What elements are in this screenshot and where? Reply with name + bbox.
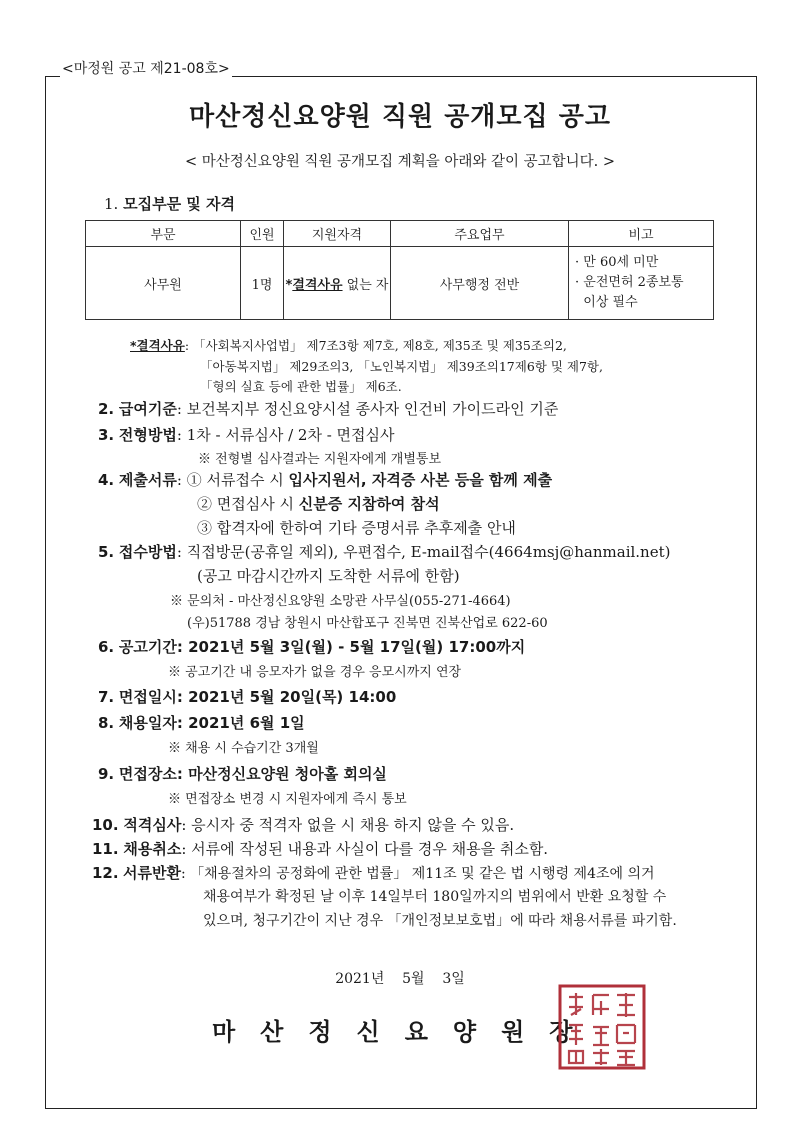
note-line: · 운전면허 2종보통 xyxy=(575,275,684,290)
item-number: 9. xyxy=(98,765,115,783)
section-1-heading xyxy=(104,193,235,214)
item-number: 8. xyxy=(98,714,115,732)
notice-number: <마정원 공고 제21-08호> xyxy=(60,58,232,78)
item-label: 채용취소 xyxy=(123,840,182,858)
item-number: 12. xyxy=(92,864,119,882)
item-text: : 마산정신요양원 청아홀 회의실 xyxy=(176,765,387,783)
item-label: 급여기준 xyxy=(118,400,177,418)
duty-cell: 사무행정 전반 xyxy=(391,247,569,320)
table-header: 주요업무 xyxy=(391,221,569,247)
item-label: 채용일자 xyxy=(118,714,177,732)
documents-line-3: ③ 합격자에 한하여 기타 증명서류 추후제출 안내 xyxy=(197,519,516,537)
item-text: : 2021년 5월 3일(월) - 5월 17일(월) 17:00까지 xyxy=(176,638,526,656)
documents-line-2-prefix: ② 면접심사 시 xyxy=(197,495,299,513)
item-text: : 응시자 중 적격자 없을 시 채용 하지 않을 수 있음. xyxy=(181,816,515,834)
page-title: 마산정신요양원 직원 공개모집 공고 xyxy=(189,102,611,132)
division-cell: 사무원 xyxy=(86,247,241,320)
item-text: : 보건복지부 정신요양시설 종사자 인건비 가이드라인 기준 xyxy=(176,400,559,418)
announcement-date xyxy=(0,968,800,988)
item-text: : 직접방문(공휴일 제외), 우편접수, E-mail접수(4664msj@hanmail.net) xyxy=(176,543,671,561)
item-label: 제출서류 xyxy=(118,471,177,489)
item-text: : 2021년 5월 20일(목) 14:00 xyxy=(176,688,397,706)
item-application xyxy=(98,541,670,562)
contact-note: ※ 문의처 - 마산정신요양원 소망관 사무실(055-271-4664) xyxy=(170,594,511,609)
table-header: 인원 xyxy=(241,221,284,247)
item-label: 면접장소 xyxy=(118,765,177,783)
count-cell: 1명 xyxy=(241,247,284,320)
disqualification-label: *결격사유 xyxy=(130,338,185,353)
organization-name: 마산정신요양원장 xyxy=(212,1018,598,1046)
item-number: 4. xyxy=(98,471,115,489)
table-header: 비고 xyxy=(569,221,714,247)
table-header: 부문 xyxy=(86,221,241,247)
date-text: 2021년 5월 3일 xyxy=(335,971,465,987)
item-text: : ① 서류접수 시 xyxy=(176,471,289,489)
item-notice-period xyxy=(98,636,525,657)
disqualification-line-3: 「형의 실효 등에 관한 법률」 제6조. xyxy=(200,379,402,394)
item-cancellation xyxy=(92,838,548,859)
subtitle: < 마산정신요양원 직원 공개모집 계획을 아래와 같이 공고합니다. > xyxy=(185,154,615,170)
qualification-term: 결격사유 xyxy=(292,277,343,293)
disqualification-line-2: 「아동복지법」 제29조의3, 「노인복지법」 제39조의17제6항 및 제7항, xyxy=(200,359,603,374)
note-line: · 만 60세 미만 xyxy=(575,255,659,270)
table-row xyxy=(86,247,714,320)
hire-date-note: ※ 채용 시 수습기간 3개월 xyxy=(168,741,319,756)
asterisk: * xyxy=(285,277,293,293)
item-number: 3. xyxy=(98,426,115,444)
item-text: : 「채용절차의 공정화에 관한 법률」 제11조 및 같은 법 시행령 제4조에 의거 xyxy=(181,866,655,882)
notes-cell xyxy=(569,247,714,320)
item-return xyxy=(92,862,655,883)
application-line-2: (공고 마감시간까지 도착한 서류에 한함) xyxy=(197,567,460,585)
item-interview-place xyxy=(98,763,387,784)
item-screening xyxy=(92,814,514,835)
item-label: 전형방법 xyxy=(118,426,177,444)
item-number: 2. xyxy=(98,400,115,418)
section-1-number: 1. xyxy=(104,195,119,213)
item-hire-date xyxy=(98,712,305,733)
return-line-3: 있으며, 청구기간이 지난 경우 「개인정보보호법」에 따라 채용서류를 파기함. xyxy=(203,913,677,929)
address-note: (우)51788 경남 창원시 마산합포구 진북면 진북산업로 622-60 xyxy=(187,616,548,631)
disqualification-line-1 xyxy=(130,336,567,354)
item-label: 적격심사 xyxy=(123,816,182,834)
documents-line-2-bold: 신분증 지참하여 참석 xyxy=(298,495,440,513)
section-1-label: 모집부문 및 자격 xyxy=(123,195,235,213)
item-number: 10. xyxy=(92,816,119,834)
item-number: 11. xyxy=(92,840,119,858)
recruitment-table xyxy=(85,220,714,320)
selection-note: ※ 전형별 심사결과는 지원자에게 개별통보 xyxy=(198,452,442,467)
table-header: 지원자격 xyxy=(284,221,391,247)
interview-place-note: ※ 면접장소 변경 시 지원자에게 즉시 통보 xyxy=(168,792,407,807)
item-interview-date xyxy=(98,686,396,707)
item-text: : 서류에 작성된 내용과 사실이 다를 경우 채용을 취소함. xyxy=(181,840,549,858)
item-number: 7. xyxy=(98,688,115,706)
official-seal xyxy=(557,983,647,1071)
disqualification-text: : 「사회복지사업법」 제7조3항 제7호, 제8호, 제35조 및 제35조의2, xyxy=(184,338,567,353)
notice-period-note: ※ 공고기간 내 응모자가 없을 경우 응모시까지 연장 xyxy=(168,665,462,680)
item-label: 접수방법 xyxy=(118,543,177,561)
item-number: 5. xyxy=(98,543,115,561)
item-label: 면접일시 xyxy=(118,688,177,706)
table-header-row xyxy=(86,221,714,247)
item-label: 서류반환 xyxy=(123,864,181,882)
return-line-2: 채용여부가 확정된 날 이후 14일부터 180일까지의 범위에서 반환 요청할 수 xyxy=(203,889,667,905)
item-number: 6. xyxy=(98,638,115,656)
item-selection xyxy=(98,424,395,445)
item-documents xyxy=(98,469,552,490)
note-line: 이상 필수 xyxy=(575,295,638,310)
item-label: 공고기간 xyxy=(118,638,177,656)
item-text: : 1차 - 서류심사 / 2차 - 면접심사 xyxy=(176,426,395,444)
documents-line-2 xyxy=(197,493,440,514)
item-salary xyxy=(98,398,558,419)
qualification-suffix: 없는 자 xyxy=(342,277,389,293)
documents-bold-text: 입사지원서, 자격증 사본 등을 함께 제출 xyxy=(288,471,553,489)
item-text: : 2021년 6월 1일 xyxy=(176,714,305,732)
qualification-cell xyxy=(284,247,391,320)
